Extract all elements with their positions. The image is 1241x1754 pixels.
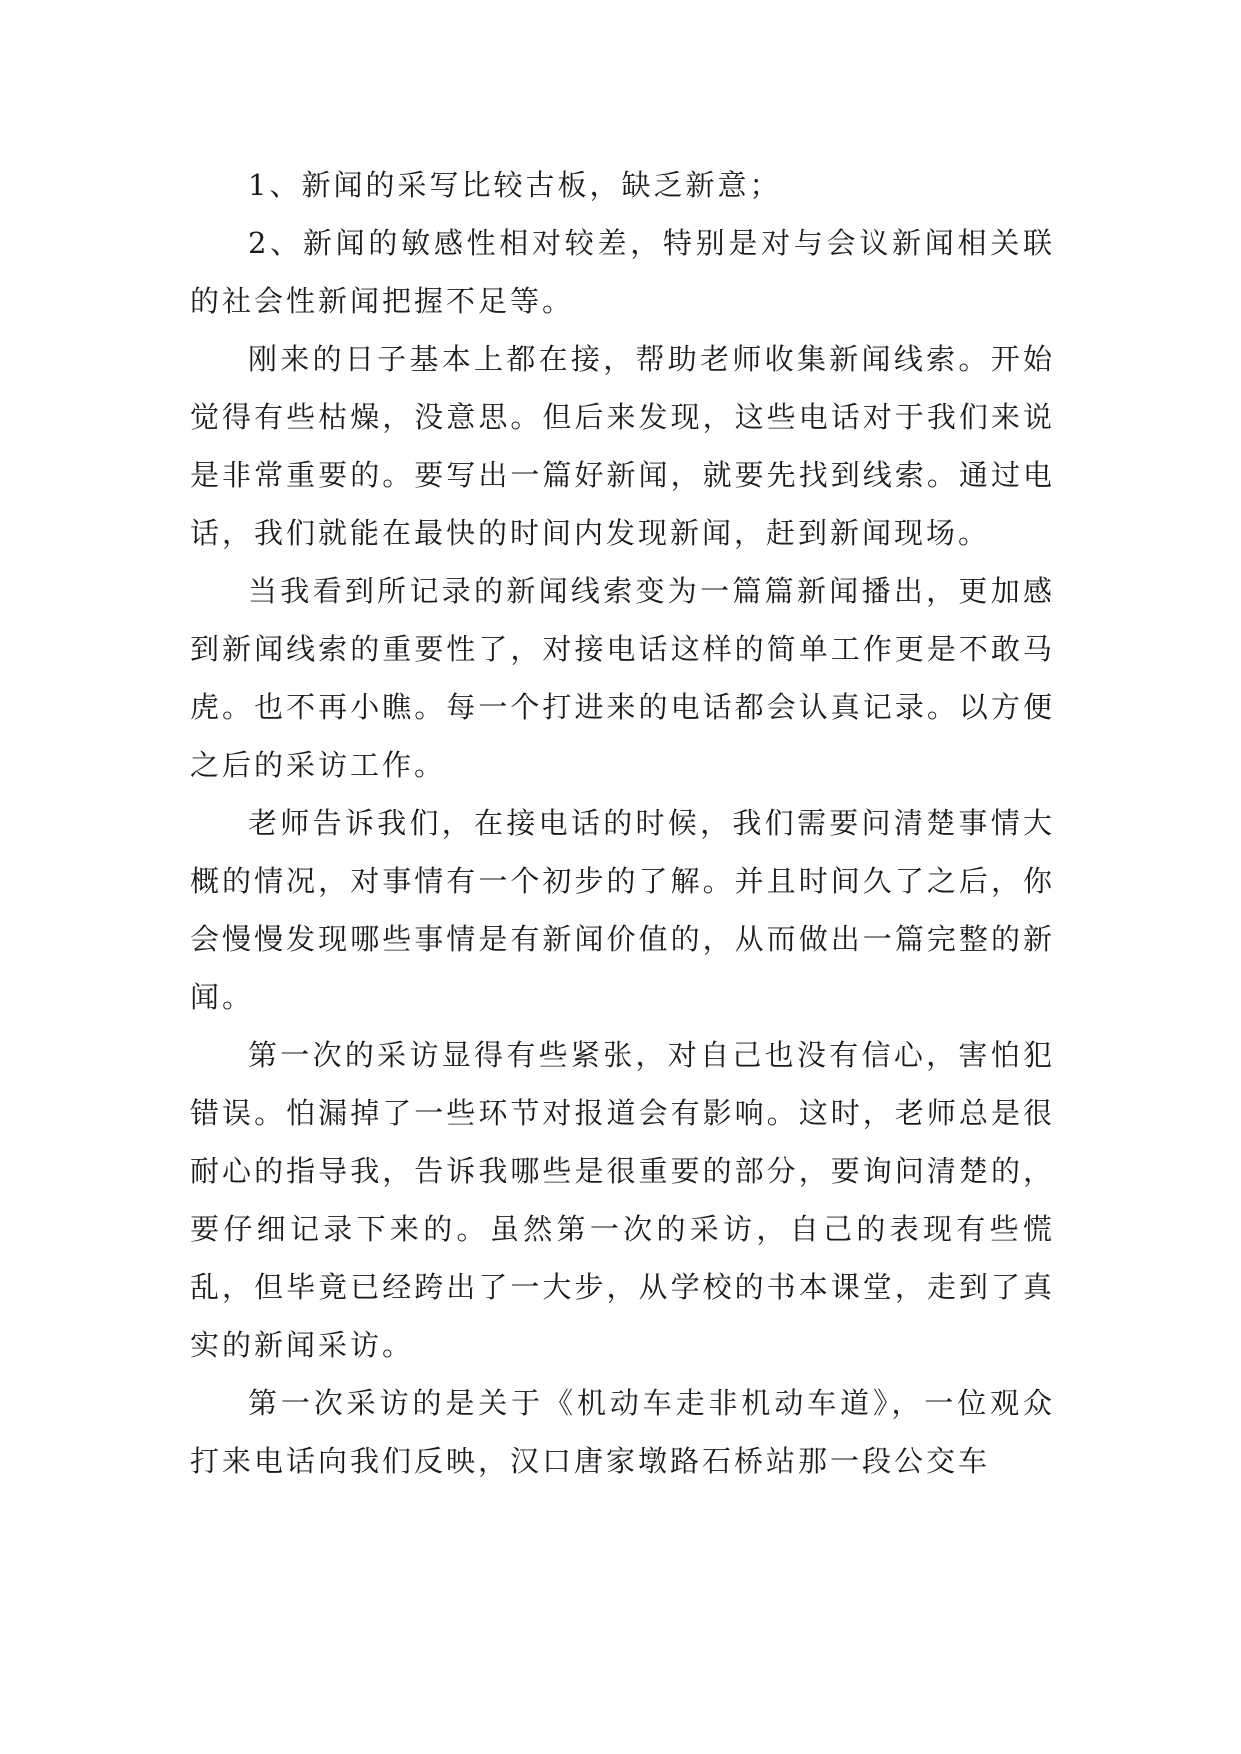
paragraph-teacher-advice: 老师告诉我们，在接电话的时候，我们需要问清楚事情大概的情况，对事情有一个初步的了解。并且时间久了之后，你会慢慢发现哪些事情是有新闻价值的，从而做出一篇完整的新闻。 <box>190 806 1055 1014</box>
paragraph-receiving-calls: 刚来的日子基本上都在接，帮助老师收集新闻线索。开始觉得有些枯燥，没意思。但后来发现，这些电话对于我们来说是非常重要的。要写出一篇好新闻，就要先找到线索。通过电话，我们就能在最快的时间内发现新闻，赶到新闻现场。 <box>190 342 1055 550</box>
paragraph-news-leads: 当我看到所记录的新闻线索变为一篇篇新闻播出，更加感到新闻线索的重要性了，对接电话这样的简单工作更是不敢马虎。也不再小瞧。每一个打进来的电话都会认真记录。以方便之后的采访工作。 <box>190 574 1055 782</box>
paragraph-first-interview: 第一次的采访显得有些紧张，对自己也没有信心，害怕犯错误。怕漏掉了一些环节对报道会有影响。这时，老师总是很耐心的指导我，告诉我哪些是很重要的部分，要询问清楚的，要仔细记录下来的。虽然第一次的采访，自己的表现有些慌乱，但毕竟已经跨出了一大步，从学校的书本课堂，走到了真实的新闻采访。 <box>190 1038 1055 1362</box>
paragraph-item-2: 2、新闻的敏感性相对较差，特别是对与会议新闻相关联的社会性新闻把握不足等。 <box>190 226 1055 318</box>
paragraph-item-1: 1、新闻的采写比较古板，缺乏新意； <box>248 168 782 202</box>
document-page <box>190 156 1055 1490</box>
paragraph-first-interview-topic: 第一次采访的是关于《机动车走非机动车道》，一位观众打来电话向我们反映，汉口唐家墩路石桥站那一段公交车 <box>190 1386 1055 1478</box>
